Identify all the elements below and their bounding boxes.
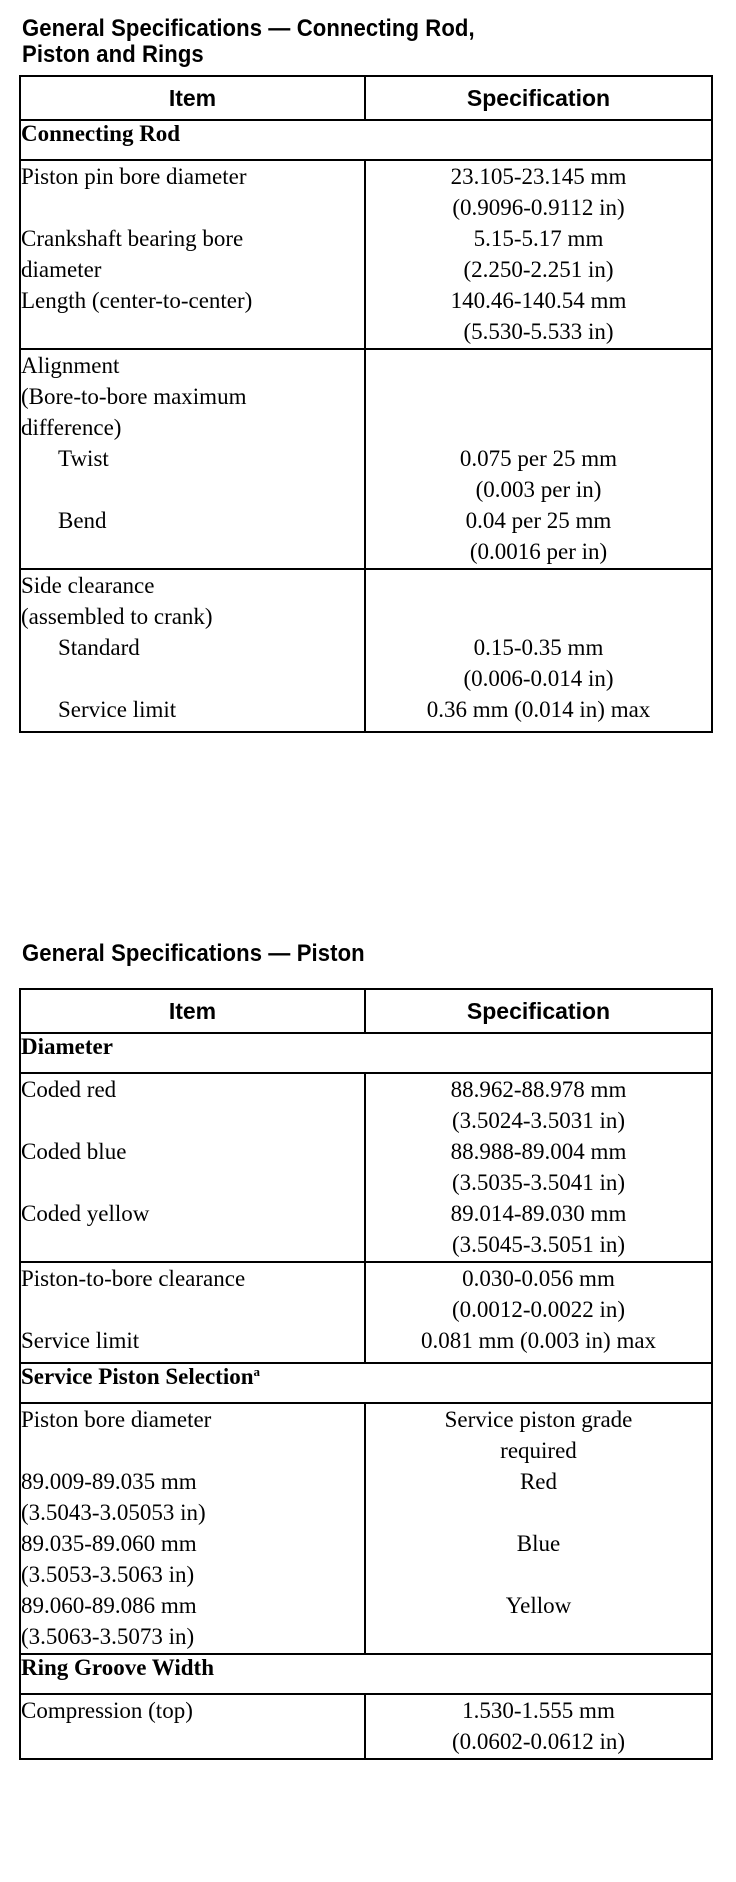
table-row bbox=[20, 694, 712, 732]
footnote-marker: a bbox=[253, 1364, 261, 1379]
table-row bbox=[20, 1262, 712, 1325]
spec-cell: 0.081 mm (0.003 in) max bbox=[365, 1325, 712, 1363]
spec-cell: 23.105-23.145 mm (0.9096-0.9112 in) bbox=[365, 160, 712, 223]
item-cell: Length (center-to-center) bbox=[20, 285, 365, 349]
item-cell: Coded blue bbox=[20, 1136, 365, 1198]
spec-cell: Yellow bbox=[365, 1590, 712, 1654]
spec-cell: 0.04 per 25 mm (0.0016 per in) bbox=[365, 505, 712, 569]
item-cell: Compression (top) bbox=[20, 1694, 365, 1759]
spec-cell: 5.15-5.17 mm (2.250-2.251 in) bbox=[365, 223, 712, 285]
connecting-rod-section-title: General Specifications — Connecting Rod, Piston and Rings bbox=[22, 15, 475, 68]
item-column-header: Item bbox=[20, 76, 365, 120]
item-cell: Coded red bbox=[20, 1073, 365, 1136]
item-cell: Service limit bbox=[20, 694, 365, 732]
specification-column-header: Specification bbox=[365, 989, 712, 1033]
item-cell: Coded yellow bbox=[20, 1198, 365, 1262]
spec-cell: 89.014-89.030 mm (3.5045-3.5051 in) bbox=[365, 1198, 712, 1262]
table-row bbox=[20, 223, 712, 285]
category-connecting-rod: Connecting Rod bbox=[20, 120, 712, 160]
spec-cell: 0.15-0.35 mm (0.006-0.014 in) bbox=[365, 632, 712, 694]
piston-section-title: General Specifications — Piston bbox=[22, 940, 365, 967]
item-cell: Twist bbox=[20, 443, 365, 505]
spec-cell: 1.530-1.555 mm (0.0602-0.0612 in) bbox=[365, 1694, 712, 1759]
category-ring-groove-width: Ring Groove Width bbox=[20, 1654, 712, 1694]
table-row bbox=[20, 1073, 712, 1136]
item-column-header: Item bbox=[20, 989, 365, 1033]
category-service-piston-selection bbox=[20, 1363, 712, 1403]
table-row bbox=[20, 349, 712, 443]
spec-cell: 0.030-0.056 mm (0.0012-0.0022 in) bbox=[365, 1262, 712, 1325]
table-row bbox=[20, 1590, 712, 1654]
item-cell: Side clearance (assembled to crank) bbox=[20, 569, 365, 632]
item-cell: Piston bore diameter bbox=[20, 1403, 365, 1466]
spec-cell: 140.46-140.54 mm (5.530-5.533 in) bbox=[365, 285, 712, 349]
table-row bbox=[20, 632, 712, 694]
item-cell: 89.035-89.060 mm (3.5053-3.5063 in) bbox=[20, 1528, 365, 1590]
table-row bbox=[20, 160, 712, 223]
item-cell: Alignment (Bore-to-bore maximum difference) bbox=[20, 349, 365, 443]
item-cell: 89.009-89.035 mm (3.5043-3.05053 in) bbox=[20, 1466, 365, 1528]
table-row bbox=[20, 1466, 712, 1528]
table-row bbox=[20, 1325, 712, 1363]
item-cell: Service limit bbox=[20, 1325, 365, 1363]
category-label: Service Piston Selection bbox=[21, 1364, 254, 1389]
table-row bbox=[20, 285, 712, 349]
item-cell: Crankshaft bearing bore diameter bbox=[20, 223, 365, 285]
spec-cell: 0.36 mm (0.014 in) max bbox=[365, 694, 712, 732]
spec-cell bbox=[365, 569, 712, 632]
spec-cell: Red bbox=[365, 1466, 712, 1528]
table-row bbox=[20, 569, 712, 632]
table-row bbox=[20, 1403, 712, 1466]
item-cell: 89.060-89.086 mm (3.5063-3.5073 in) bbox=[20, 1590, 365, 1654]
item-cell: Bend bbox=[20, 505, 365, 569]
item-cell: Piston-to-bore clearance bbox=[20, 1262, 365, 1325]
spec-cell: Blue bbox=[365, 1528, 712, 1590]
spec-cell: 88.988-89.004 mm (3.5035-3.5041 in) bbox=[365, 1136, 712, 1198]
table-row bbox=[20, 1198, 712, 1262]
connecting-rod-spec-table bbox=[19, 75, 713, 733]
table-row bbox=[20, 1136, 712, 1198]
table-row bbox=[20, 1528, 712, 1590]
item-cell: Piston pin bore diameter bbox=[20, 160, 365, 223]
piston-spec-table bbox=[19, 988, 713, 1760]
spec-cell: Service piston grade required bbox=[365, 1403, 712, 1466]
category-diameter: Diameter bbox=[20, 1033, 712, 1073]
table-row bbox=[20, 505, 712, 569]
spec-cell: 88.962-88.978 mm (3.5024-3.5031 in) bbox=[365, 1073, 712, 1136]
specification-column-header: Specification bbox=[365, 76, 712, 120]
spec-cell: 0.075 per 25 mm (0.003 per in) bbox=[365, 443, 712, 505]
table-row bbox=[20, 1694, 712, 1759]
table-row bbox=[20, 443, 712, 505]
spec-cell bbox=[365, 349, 712, 443]
item-cell: Standard bbox=[20, 632, 365, 694]
